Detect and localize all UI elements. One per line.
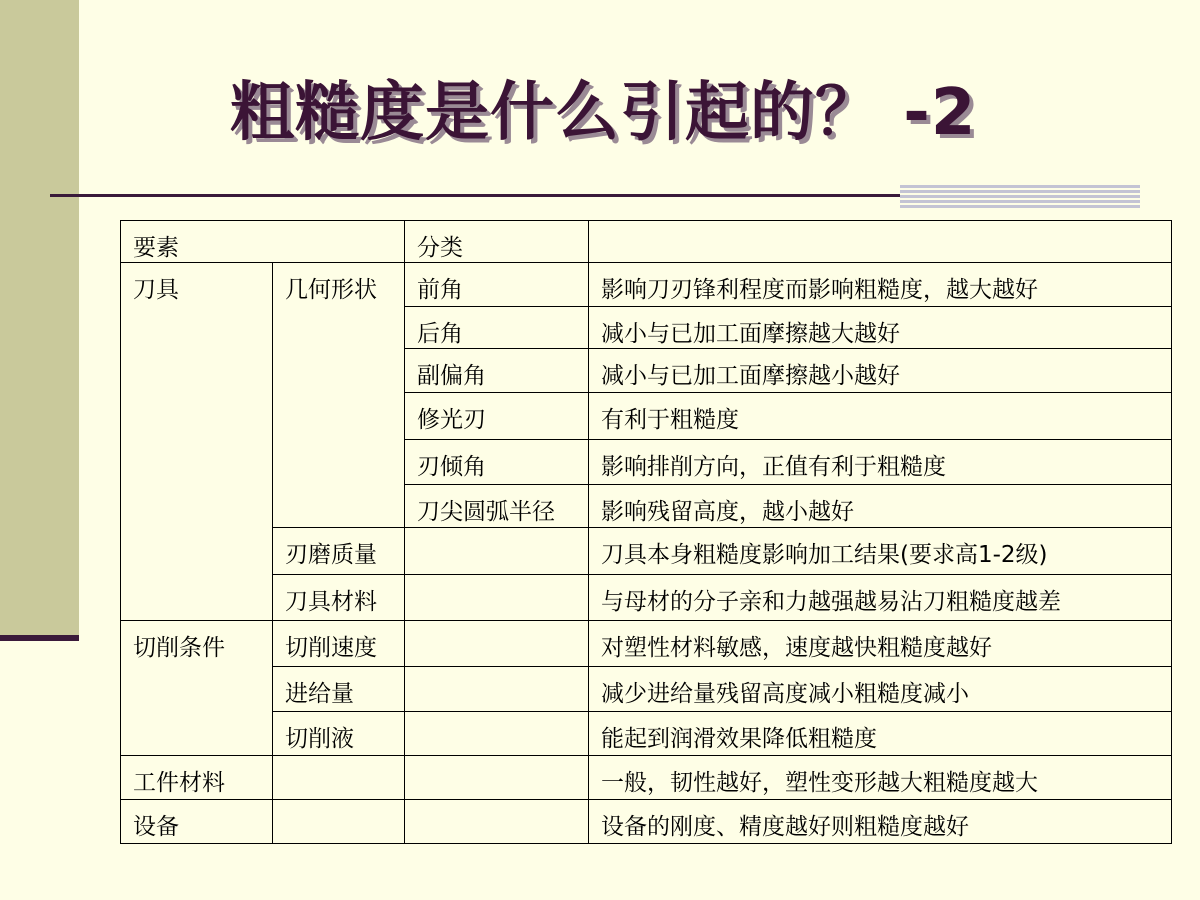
row-effect: 减小与已加工面摩擦越大越好	[589, 307, 1172, 349]
table-row	[121, 667, 1172, 712]
row-effect: 一般，韧性越好，塑性变形越大粗糙度越大	[589, 756, 1172, 800]
table-row	[121, 263, 1172, 307]
row-category	[405, 712, 589, 756]
left-decor-line	[0, 635, 79, 641]
row-category: 副偏角	[405, 349, 589, 393]
subgroup-cutting-speed: 切削速度	[273, 621, 405, 667]
subgroup-cutting-fluid: 切削液	[273, 712, 405, 756]
row-effect: 刀具本身粗糙度影响加工结果(要求高1-2级)	[589, 528, 1172, 575]
table-row	[121, 712, 1172, 756]
subgroup-feed: 进给量	[273, 667, 405, 712]
row-category: 修光刃	[405, 393, 589, 440]
row-effect: 对塑性材料敏感，速度越快粗糙度越好	[589, 621, 1172, 667]
table-row	[121, 800, 1172, 844]
row-effect: 能起到润滑效果降低粗糙度	[589, 712, 1172, 756]
subgroup-tool-material: 刀具材料	[273, 575, 405, 621]
row-category	[405, 621, 589, 667]
table-row	[121, 756, 1172, 800]
subgroup-geometry: 几何形状	[273, 263, 405, 528]
left-decor-bar	[0, 0, 79, 635]
row-effect: 影响刀刃锋利程度而影响粗糙度，越大越好	[589, 263, 1172, 307]
table-header-row	[121, 221, 1172, 263]
row-category	[405, 575, 589, 621]
row-category	[405, 800, 589, 844]
row-category: 刀尖圆弧半径	[405, 485, 589, 528]
row-effect: 设备的刚度、精度越好则粗糙度越好	[589, 800, 1172, 844]
header-effect	[589, 221, 1172, 263]
row-category: 前角	[405, 263, 589, 307]
group-workpiece-material: 工件材料	[121, 756, 273, 800]
table-row	[121, 528, 1172, 575]
group-tool: 刀具	[121, 263, 273, 621]
row-category	[405, 667, 589, 712]
table-row	[121, 575, 1172, 621]
row-effect: 减少进给量残留高度减小粗糙度减小	[589, 667, 1172, 712]
row-category	[405, 528, 589, 575]
group-cutting-conditions: 切削条件	[121, 621, 273, 756]
title-stripe-decor	[900, 185, 1140, 210]
row-effect: 减小与已加工面摩擦越小越好	[589, 349, 1172, 393]
roughness-factors-table	[120, 220, 1172, 844]
table-row	[121, 621, 1172, 667]
slide-title: 粗糙度是什么引起的？ -2	[230, 76, 977, 150]
row-effect: 有利于粗糙度	[589, 393, 1172, 440]
subgroup-grinding-quality: 刃磨质量	[273, 528, 405, 575]
group-equipment: 设备	[121, 800, 273, 844]
row-category	[405, 756, 589, 800]
row-effect: 影响排削方向，正值有利于粗糙度	[589, 440, 1172, 485]
row-category: 刃倾角	[405, 440, 589, 485]
row-effect: 与母材的分子亲和力越强越易沾刀粗糙度越差	[589, 575, 1172, 621]
header-category: 分类	[405, 221, 589, 263]
row-subgroup-empty	[273, 756, 405, 800]
row-effect: 影响残留高度，越小越好	[589, 485, 1172, 528]
row-category: 后角	[405, 307, 589, 349]
row-subgroup-empty	[273, 800, 405, 844]
header-factor: 要素	[121, 221, 405, 263]
